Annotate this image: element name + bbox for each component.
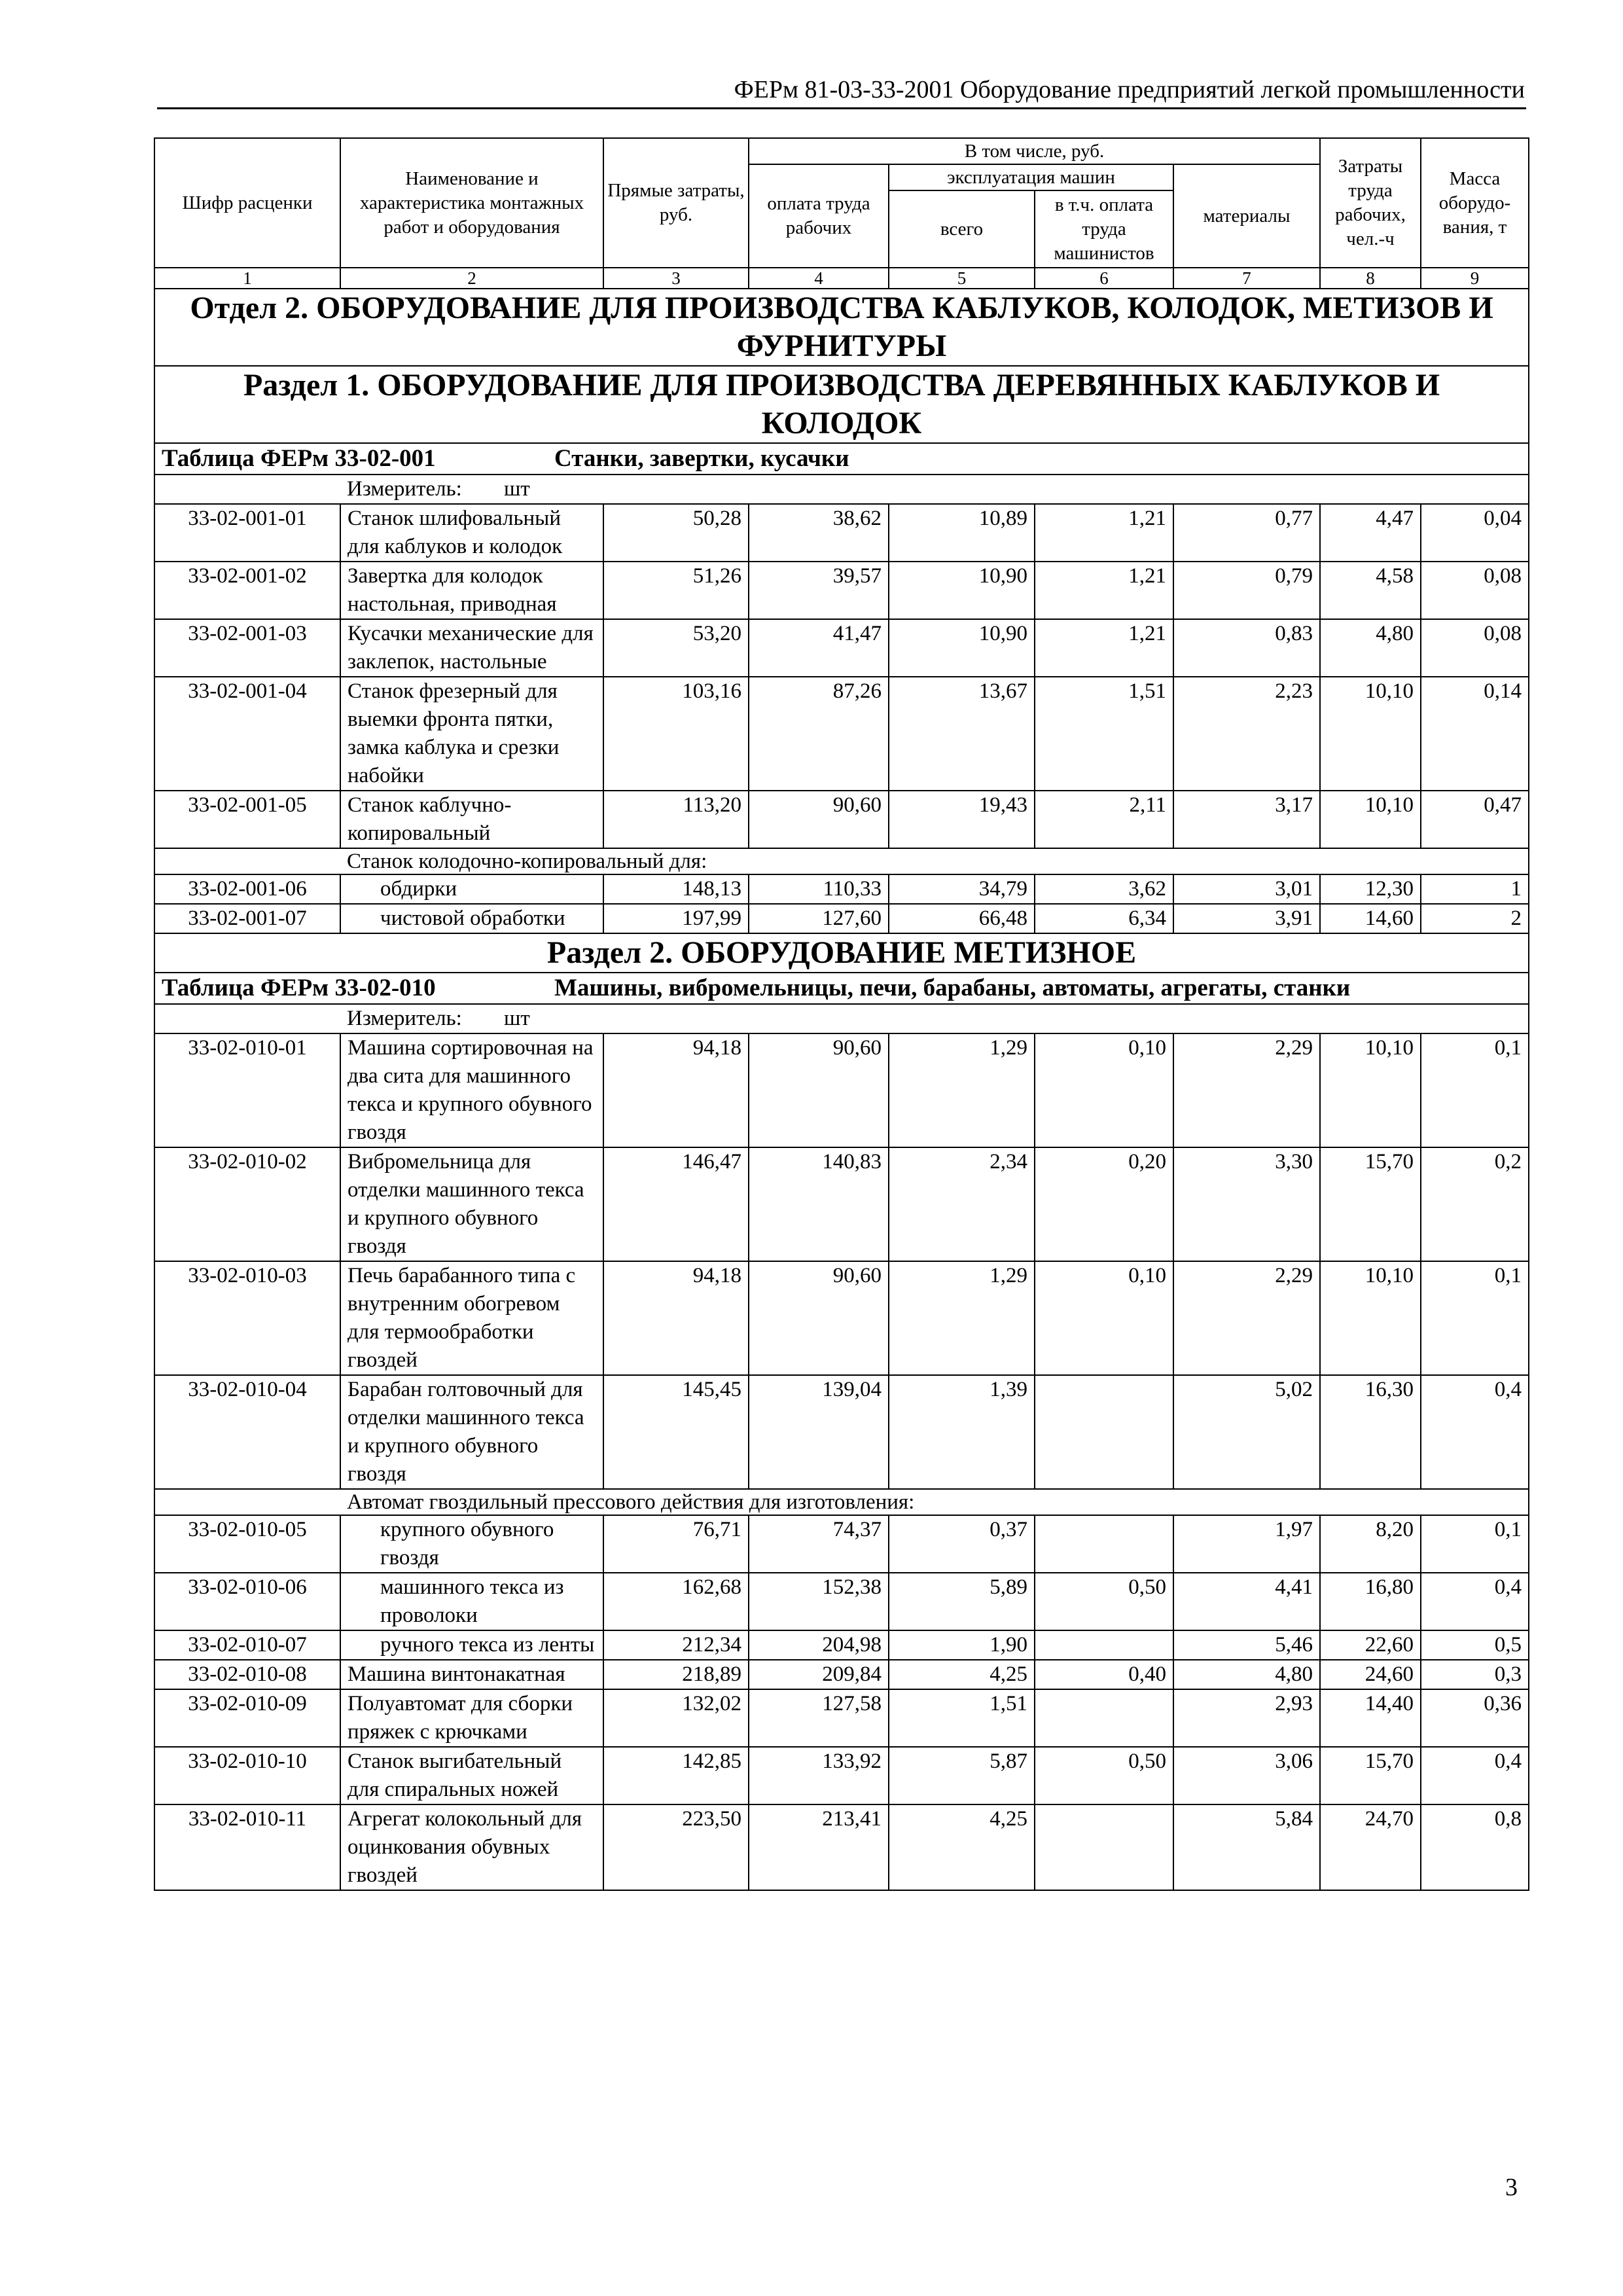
table-row	[154, 1630, 1529, 1660]
labor-hours: 15,70	[1320, 1747, 1421, 1804]
table-code: Таблица ФЕРм 33-02-010	[162, 975, 436, 1001]
col-header-materials: материалы	[1173, 164, 1320, 268]
direct-cost: 132,02	[603, 1689, 749, 1747]
col-number: 4	[749, 268, 889, 289]
col-number: 7	[1173, 268, 1320, 289]
machinist-pay: 1,51	[1035, 677, 1173, 791]
direct-cost: 218,89	[603, 1660, 749, 1689]
equipment-mass: 0,1	[1421, 1033, 1529, 1147]
item-name: Машина сортировочная на два сита для машинного текса и крупного обувного гвоздя	[340, 1033, 603, 1147]
equipment-mass: 0,2	[1421, 1147, 1529, 1261]
labor-hours: 16,30	[1320, 1375, 1421, 1489]
direct-cost: 162,68	[603, 1573, 749, 1630]
rate-code: 33-02-010-04	[154, 1375, 340, 1489]
meter-label: Измеритель:	[347, 1007, 462, 1030]
machinist-pay	[1035, 1515, 1173, 1573]
materials-cost: 5,02	[1173, 1375, 1320, 1489]
table-title	[154, 443, 1529, 475]
machine-cost: 0,37	[889, 1515, 1035, 1573]
machine-cost: 5,89	[889, 1573, 1035, 1630]
materials-cost: 2,29	[1173, 1033, 1320, 1147]
col-number: 8	[1320, 268, 1421, 289]
item-name: Агрегат колокольный для оцинкования обувных гвоздей	[340, 1804, 603, 1890]
materials-cost: 4,80	[1173, 1660, 1320, 1689]
item-name: Барабан голтовочный для отделки машинного текса и крупного обувного гвоздя	[340, 1375, 603, 1489]
labor-pay: 152,38	[749, 1573, 889, 1630]
materials-cost: 5,84	[1173, 1804, 1320, 1890]
item-name: Завертка для колодок настольная, приводная	[340, 562, 603, 619]
col-number: 1	[154, 268, 340, 289]
direct-cost: 142,85	[603, 1747, 749, 1804]
materials-cost: 3,91	[1173, 904, 1320, 933]
item-name: Станок шлифовальный для каблуков и колодок	[340, 504, 603, 562]
labor-hours: 10,10	[1320, 1261, 1421, 1375]
table-row	[154, 562, 1529, 619]
labor-pay: 209,84	[749, 1660, 889, 1689]
labor-pay: 90,60	[749, 1261, 889, 1375]
direct-cost: 145,45	[603, 1375, 749, 1489]
machine-cost: 10,90	[889, 562, 1035, 619]
direct-cost: 94,18	[603, 1261, 749, 1375]
labor-pay: 204,98	[749, 1630, 889, 1660]
rate-code: 33-02-010-07	[154, 1630, 340, 1660]
materials-cost: 3,17	[1173, 791, 1320, 848]
equipment-mass: 0,5	[1421, 1630, 1529, 1660]
machine-cost: 13,67	[889, 677, 1035, 791]
rate-code: 33-02-010-10	[154, 1747, 340, 1804]
machine-cost: 4,25	[889, 1804, 1035, 1890]
machinist-pay	[1035, 1689, 1173, 1747]
direct-cost: 103,16	[603, 677, 749, 791]
labor-pay: 38,62	[749, 504, 889, 562]
labor-hours: 4,47	[1320, 504, 1421, 562]
rate-code: 33-02-010-05	[154, 1515, 340, 1573]
rate-code: 33-02-010-06	[154, 1573, 340, 1630]
equipment-mass: 0,4	[1421, 1747, 1529, 1804]
materials-cost: 1,97	[1173, 1515, 1320, 1573]
machinist-pay: 3,62	[1035, 874, 1173, 904]
col-header-direct: Прямые затраты, руб.	[603, 138, 749, 268]
labor-hours: 12,30	[1320, 874, 1421, 904]
machine-cost: 1,29	[889, 1261, 1035, 1375]
col-header-machine-total: всего	[889, 190, 1035, 268]
col-number: 3	[603, 268, 749, 289]
item-name: чистовой обработки	[340, 904, 603, 933]
machinist-pay: 0,40	[1035, 1660, 1173, 1689]
equipment-mass: 0,1	[1421, 1515, 1529, 1573]
materials-cost: 2,23	[1173, 677, 1320, 791]
machine-cost: 19,43	[889, 791, 1035, 848]
materials-cost: 2,29	[1173, 1261, 1320, 1375]
machinist-pay: 2,11	[1035, 791, 1173, 848]
materials-cost: 5,46	[1173, 1630, 1320, 1660]
materials-cost: 4,41	[1173, 1573, 1320, 1630]
direct-cost: 212,34	[603, 1630, 749, 1660]
materials-cost: 0,83	[1173, 619, 1320, 677]
labor-pay: 127,60	[749, 904, 889, 933]
table-row	[154, 1573, 1529, 1630]
labor-pay: 90,60	[749, 1033, 889, 1147]
rate-code: 33-02-001-03	[154, 619, 340, 677]
labor-hours: 14,40	[1320, 1689, 1421, 1747]
machine-cost: 4,25	[889, 1660, 1035, 1689]
table-name: Станки, завертки, кусачки	[554, 445, 849, 472]
labor-hours: 22,60	[1320, 1630, 1421, 1660]
rate-code: 33-02-001-06	[154, 874, 340, 904]
rates-table	[154, 137, 1529, 1891]
meter-label: Измеритель:	[347, 477, 462, 501]
labor-hours: 14,60	[1320, 904, 1421, 933]
labor-hours: 8,20	[1320, 1515, 1421, 1573]
col-header-labor-cost: Затраты труда рабочих, чел.-ч	[1320, 138, 1421, 268]
col-header-machine-labor: в т.ч. оплата труда машинистов	[1035, 190, 1173, 268]
direct-cost: 50,28	[603, 504, 749, 562]
materials-cost: 3,01	[1173, 874, 1320, 904]
rate-code: 33-02-001-07	[154, 904, 340, 933]
machinist-pay: 0,50	[1035, 1747, 1173, 1804]
labor-pay: 213,41	[749, 1804, 889, 1890]
item-name: Кусачки механические для заклепок, настольные	[340, 619, 603, 677]
page-number: 3	[1505, 2174, 1518, 2201]
rate-code: 33-02-010-03	[154, 1261, 340, 1375]
equipment-mass: 0,04	[1421, 504, 1529, 562]
machine-cost: 1,39	[889, 1375, 1035, 1489]
rate-code: 33-02-010-02	[154, 1147, 340, 1261]
group-label: Станок колодочно-копировальный для:	[340, 848, 1529, 874]
rate-code: 33-02-010-01	[154, 1033, 340, 1147]
col-number: 9	[1421, 268, 1529, 289]
table-row	[154, 1147, 1529, 1261]
otdel-title: Отдел 2. ОБОРУДОВАНИЕ ДЛЯ ПРОИЗВОДСТВА КАБЛУКОВ, КОЛОДОК, МЕТИЗОВ И ФУРНИТУРЫ	[154, 289, 1529, 366]
table-header	[154, 138, 1529, 289]
table-row	[154, 1660, 1529, 1689]
table-row	[154, 1375, 1529, 1489]
rate-code: 33-02-001-01	[154, 504, 340, 562]
table-title	[154, 973, 1529, 1004]
labor-pay: 39,57	[749, 562, 889, 619]
machine-cost: 5,87	[889, 1747, 1035, 1804]
direct-cost: 53,20	[603, 619, 749, 677]
rate-code: 33-02-001-02	[154, 562, 340, 619]
equipment-mass: 0,1	[1421, 1261, 1529, 1375]
materials-cost: 0,77	[1173, 504, 1320, 562]
table-row	[154, 504, 1529, 562]
table-code: Таблица ФЕРм 33-02-001	[162, 445, 436, 472]
labor-hours: 10,10	[1320, 791, 1421, 848]
machine-cost: 1,51	[889, 1689, 1035, 1747]
machinist-pay: 1,21	[1035, 504, 1173, 562]
labor-pay: 74,37	[749, 1515, 889, 1573]
equipment-mass: 0,4	[1421, 1573, 1529, 1630]
machine-cost: 10,89	[889, 504, 1035, 562]
labor-hours: 10,10	[1320, 1033, 1421, 1147]
machinist-pay: 0,10	[1035, 1261, 1173, 1375]
col-header-code: Шифр расценки	[154, 138, 340, 268]
machinist-pay: 1,21	[1035, 562, 1173, 619]
labor-pay: 87,26	[749, 677, 889, 791]
rate-code: 33-02-010-08	[154, 1660, 340, 1689]
meter-unit: шт	[504, 1007, 530, 1030]
equipment-mass: 0,3	[1421, 1660, 1529, 1689]
direct-cost: 51,26	[603, 562, 749, 619]
equipment-mass: 0,4	[1421, 1375, 1529, 1489]
direct-cost: 113,20	[603, 791, 749, 848]
machinist-pay	[1035, 1375, 1173, 1489]
materials-cost: 3,30	[1173, 1147, 1320, 1261]
labor-pay: 140,83	[749, 1147, 889, 1261]
materials-cost: 3,06	[1173, 1747, 1320, 1804]
machinist-pay: 0,10	[1035, 1033, 1173, 1147]
labor-pay: 127,58	[749, 1689, 889, 1747]
col-header-mass: Масса оборудо-вания, т	[1421, 138, 1529, 268]
equipment-mass: 0,08	[1421, 562, 1529, 619]
group-label: Автомат гвоздильный прессового действия для изготовления:	[340, 1489, 1529, 1515]
razdel-title: Раздел 2. ОБОРУДОВАНИЕ МЕТИЗНОЕ	[154, 933, 1529, 973]
direct-cost: 76,71	[603, 1515, 749, 1573]
labor-hours: 4,58	[1320, 562, 1421, 619]
labor-pay: 90,60	[749, 791, 889, 848]
equipment-mass: 0,14	[1421, 677, 1529, 791]
table-row	[154, 619, 1529, 677]
table-row	[154, 1747, 1529, 1804]
table-name: Машины, вибромельницы, печи, барабаны, автоматы, агрегаты, станки	[554, 975, 1351, 1001]
col-header-labor-pay: оплата труда рабочих	[749, 164, 889, 268]
rate-code: 33-02-001-05	[154, 791, 340, 848]
direct-cost: 197,99	[603, 904, 749, 933]
equipment-mass: 0,36	[1421, 1689, 1529, 1747]
table-row	[154, 1804, 1529, 1890]
machinist-pay: 0,20	[1035, 1147, 1173, 1261]
table-row	[154, 677, 1529, 791]
item-name: Станок фрезерный для выемки фронта пятки, замка каблука и срезки набойки	[340, 677, 603, 791]
machine-cost: 1,90	[889, 1630, 1035, 1660]
item-name: Станок каблучно-копировальный	[340, 791, 603, 848]
labor-hours: 10,10	[1320, 677, 1421, 791]
table-row	[154, 1515, 1529, 1573]
labor-pay: 110,33	[749, 874, 889, 904]
rate-code: 33-02-001-04	[154, 677, 340, 791]
machinist-pay: 6,34	[1035, 904, 1173, 933]
col-header-name: Наименование и характеристика монтажных работ и оборудования	[340, 138, 603, 268]
header-rule	[157, 107, 1526, 109]
machine-cost: 66,48	[889, 904, 1035, 933]
table-row	[154, 1033, 1529, 1147]
rate-code: 33-02-010-11	[154, 1804, 340, 1890]
equipment-mass: 0,47	[1421, 791, 1529, 848]
machinist-pay: 0,50	[1035, 1573, 1173, 1630]
labor-hours: 24,60	[1320, 1660, 1421, 1689]
labor-pay: 133,92	[749, 1747, 889, 1804]
meter-row	[340, 475, 1529, 504]
machine-cost: 1,29	[889, 1033, 1035, 1147]
equipment-mass: 0,8	[1421, 1804, 1529, 1890]
direct-cost: 94,18	[603, 1033, 749, 1147]
page-header: ФЕРм 81-03-33-2001 Оборудование предприятий легкой промышленности	[734, 76, 1525, 103]
item-name: Вибромельница для отделки машинного текса и крупного обувного гвоздя	[340, 1147, 603, 1261]
item-name: Печь барабанного типа с внутренним обогревом для термообработки гвоздей	[340, 1261, 603, 1375]
col-header-machine-operation: эксплуатация машин	[889, 164, 1173, 190]
item-name: машинного текса из проволоки	[340, 1573, 603, 1630]
meter-unit: шт	[504, 477, 530, 501]
materials-cost: 2,93	[1173, 1689, 1320, 1747]
direct-cost: 223,50	[603, 1804, 749, 1890]
col-number: 2	[340, 268, 603, 289]
equipment-mass: 2	[1421, 904, 1529, 933]
equipment-mass: 1	[1421, 874, 1529, 904]
col-header-including: В том числе, руб.	[749, 138, 1320, 164]
col-number: 6	[1035, 268, 1173, 289]
table-row	[154, 1689, 1529, 1747]
machine-cost: 10,90	[889, 619, 1035, 677]
table-row	[154, 1261, 1529, 1375]
meter-row	[340, 1004, 1529, 1033]
materials-cost: 0,79	[1173, 562, 1320, 619]
table-row	[154, 874, 1529, 904]
item-name: обдирки	[340, 874, 603, 904]
item-name: Полуавтомат для сборки пряжек с крючками	[340, 1689, 603, 1747]
item-name: Станок выгибательный для спиральных ножей	[340, 1747, 603, 1804]
labor-hours: 16,80	[1320, 1573, 1421, 1630]
table-row	[154, 904, 1529, 933]
labor-hours: 24,70	[1320, 1804, 1421, 1890]
col-number: 5	[889, 268, 1035, 289]
labor-pay: 41,47	[749, 619, 889, 677]
table-row	[154, 791, 1529, 848]
item-name: Машина винтонакатная	[340, 1660, 603, 1689]
machine-cost: 2,34	[889, 1147, 1035, 1261]
equipment-mass: 0,08	[1421, 619, 1529, 677]
rate-code: 33-02-010-09	[154, 1689, 340, 1747]
labor-hours: 15,70	[1320, 1147, 1421, 1261]
labor-hours: 4,80	[1320, 619, 1421, 677]
item-name: крупного обувного гвоздя	[340, 1515, 603, 1573]
machinist-pay: 1,21	[1035, 619, 1173, 677]
machinist-pay	[1035, 1630, 1173, 1660]
machine-cost: 34,79	[889, 874, 1035, 904]
labor-pay: 139,04	[749, 1375, 889, 1489]
machinist-pay	[1035, 1804, 1173, 1890]
direct-cost: 148,13	[603, 874, 749, 904]
item-name: ручного текса из ленты	[340, 1630, 603, 1660]
razdel-title: Раздел 1. ОБОРУДОВАНИЕ ДЛЯ ПРОИЗВОДСТВА ДЕРЕВЯННЫХ КАБЛУКОВ И КОЛОДОК	[154, 366, 1529, 443]
direct-cost: 146,47	[603, 1147, 749, 1261]
